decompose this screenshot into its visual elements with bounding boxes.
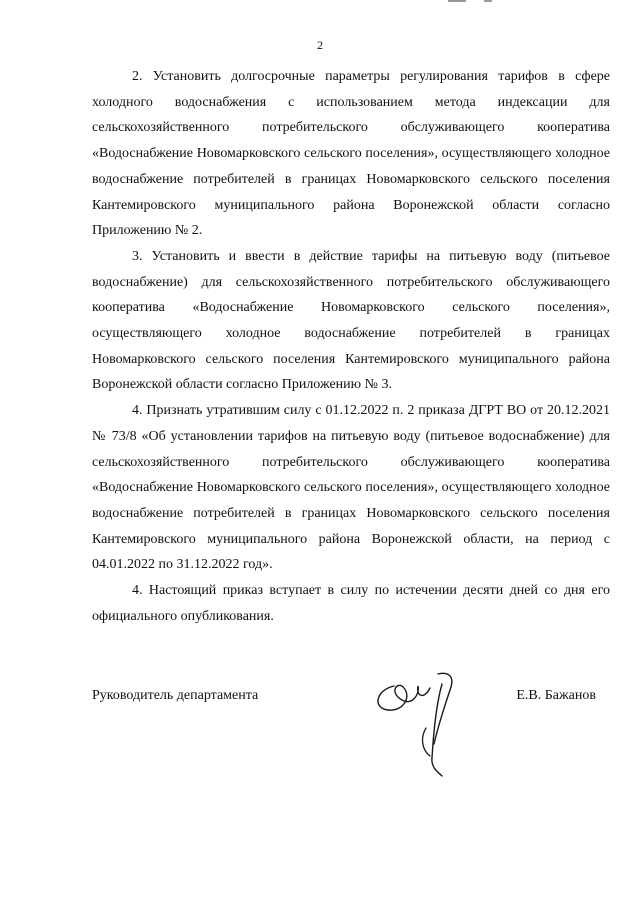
signature-block bbox=[92, 688, 610, 712]
paragraph-item-4-effective-date: 4. Настоящий приказ вступает в силу по истечении десяти дней со дня его официального опубликования. bbox=[92, 583, 610, 624]
handwritten-signature bbox=[368, 664, 480, 784]
page-number: 2 bbox=[317, 38, 323, 52]
scan-artifact bbox=[484, 0, 492, 2]
paragraph-item-4-repeal: 4. Признать утратившим силу с 01.12.2022 п. 2 приказа ДГРТ ВО от 20.12.2021 № 73/8 «Об установлении тарифов на питьевую воду (питьевое водоснабжение) для сельскохозяйственного потребительского обслуживающего кооператива «Водоснабжение Новомарковского сельского поселения», осуществляющего холодное водоснабжение потребителей в границах Новомарковского сельского поселения Кантемировского муниципального района Воронежской области, на период с 04.01.2022 по 31.12.2022 год». bbox=[92, 403, 610, 573]
signer-name: Е.В. Бажанов bbox=[516, 688, 596, 703]
scan-artifact bbox=[448, 0, 466, 2]
paragraph-item-2: 2. Установить долгосрочные параметры регулирования тарифов в сфере холодного водоснабжения с использованием метода индексации для сельскохозяйственного потребительского обслуживающего кооператива «Водоснабжение Новомарковского сельского поселения», осуществляющего холодное водоснабжение потребителей в границах Новомарковского сельского поселения Кантемировского муниципального района Воронежской области согласно Приложению № 2. bbox=[92, 69, 610, 239]
signer-title: Руководитель департамента bbox=[92, 688, 259, 703]
paragraph-item-3: 3. Установить и ввести в действие тарифы на питьевую воду (питьевое водоснабжение) для сельскохозяйственного потребительского обслуживающего кооператива «Водоснабжение Новомарковского сельского поселения», осуществляющего холодное водоснабжение потребителей в границах Новомарковского сельского поселения Кантемировского муниципального района Воронежской области согласно Приложению № 3. bbox=[92, 248, 610, 393]
document-body bbox=[92, 64, 610, 629]
